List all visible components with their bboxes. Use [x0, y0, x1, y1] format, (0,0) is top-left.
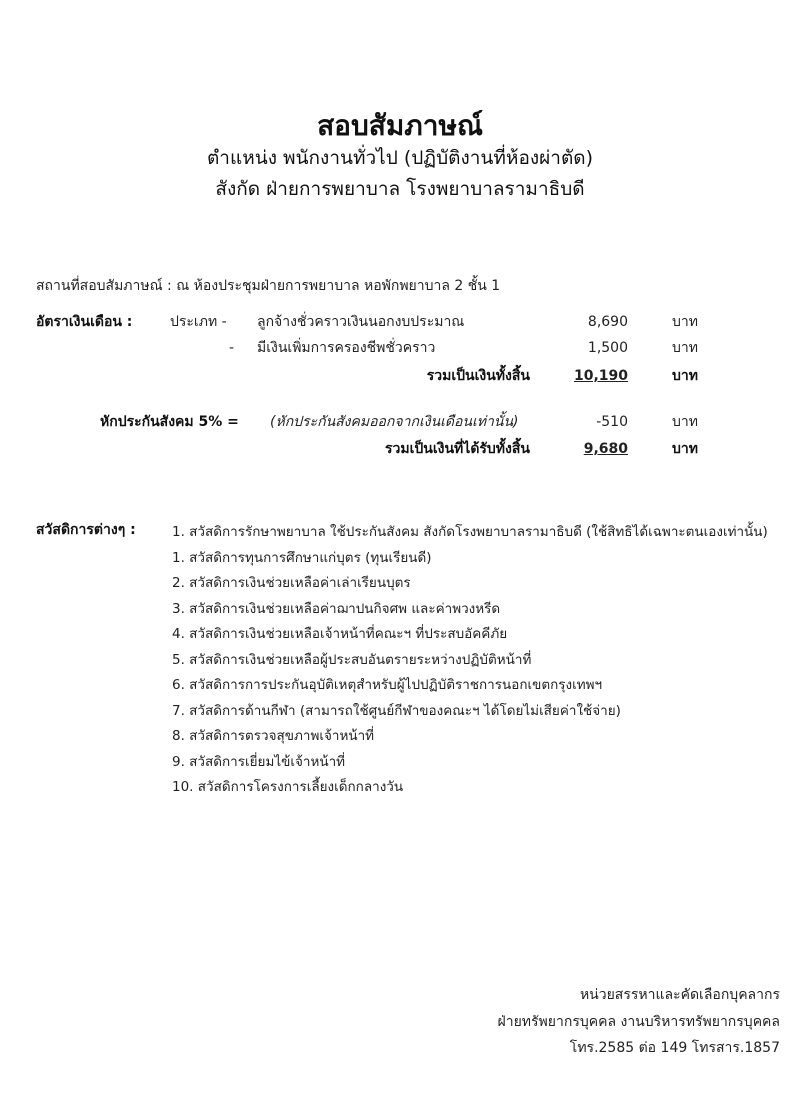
- net-amount: 9,680: [583, 441, 628, 457]
- footer-contact: โทร.2585 ต่อ 149 โทรสาร.1857: [569, 1040, 780, 1056]
- deduction-label: หักประกันสังคม 5% =: [100, 414, 239, 430]
- welfare-item: 9. สวัสดิการเยี่ยมไข้เจ้าหน้าที่: [172, 753, 346, 770]
- welfare-label: สวัสดิการต่างๆ :: [36, 522, 136, 538]
- welfare-item: 4. สวัสดิการเงินช่วยเหลือเจ้าหน้าที่คณะฯ ที่ประสบอัคคีภัย: [172, 626, 508, 642]
- page-title: สอบสัมภาษณ์: [317, 109, 483, 142]
- welfare-item: 7. สวัสดิการด้านกีฬา (สามารถใช้ศูนย์กีฬาของคณะฯ ได้โดยไม่เสียค่าใช้จ่าย): [172, 702, 621, 719]
- interview-location: สถานที่สอบสัมภาษณ์ : ณ ห้องประชุมฝ่ายการพยาบาล หอพักพยาบาล 2 ชั้น 1: [36, 278, 501, 294]
- welfare-item: 1. สวัสดิการรักษาพยาบาล ใช้ประกันสังคม สังกัดโรงพยาบาลรามาธิบดี (ใช้สิทธิได้เฉพาะตนเองเท่านั้น): [172, 524, 768, 540]
- welfare-item: 3. สวัสดิการเงินช่วยเหลือค่าฌาปนกิจศพ และค่าพวงหรีด: [172, 600, 501, 617]
- salary-row-desc: มีเงินเพิ่มการครองชีพชั่วคราว: [257, 340, 436, 356]
- welfare-item: 10. สวัสดิการโครงการเลี้ยงเด็กกลางวัน: [172, 779, 404, 795]
- welfare-item: 2. สวัสดิการเงินช่วยเหลือค่าเล่าเรียนบุตร: [172, 575, 411, 591]
- salary-label: อัตราเงินเดือน :: [36, 314, 133, 330]
- position-line: ตำแหน่ง พนักงานทั่วไป (ปฏิบัติงานที่ห้องผ่าตัด): [206, 147, 594, 169]
- welfare-item: 8. สวัสดิการตรวจสุขภาพเจ้าหน้าที่: [172, 728, 375, 744]
- deduction-unit: บาท: [672, 414, 698, 430]
- net-label: รวมเป็นเงินที่ได้รับทั้งสิ้น: [385, 441, 530, 457]
- deduction-note: (หักประกันสังคมออกจากเงินเดือนเท่านั้น): [270, 414, 519, 430]
- footer-unit: หน่วยสรรหาและคัดเลือกบุคลากร: [579, 987, 780, 1003]
- total-amount: 10,190: [573, 368, 628, 384]
- salary-type-label: ประเภท -: [170, 314, 227, 330]
- affiliation-line: สังกัด ฝ่ายการพยาบาล โรงพยาบาลรามาธิบดี: [215, 178, 585, 200]
- salary-row-amount: 8,690: [587, 314, 628, 330]
- salary-row-desc: ลูกจ้างชั่วคราวเงินนอกงบประมาณ: [257, 314, 465, 330]
- salary-dash: -: [229, 340, 235, 356]
- total-label: รวมเป็นเงินทั้งสิ้น: [426, 368, 530, 384]
- welfare-item: 5. สวัสดิการเงินช่วยเหลือผู้ประสบอันตรายระหว่างปฏิบัติหน้าที่: [172, 651, 532, 668]
- welfare-item: 6. สวัสดิการการประกันอุบัติเหตุสำหรับผู้ไปปฏิบัติราชการนอกเขตกรุงเทพฯ: [172, 677, 603, 693]
- welfare-item: 1. สวัสดิการทุนการศึกษาแก่บุตร (ทุนเรียนดี): [172, 549, 432, 566]
- salary-row-unit: บาท: [672, 340, 698, 356]
- total-unit: บาท: [672, 368, 698, 384]
- salary-row-amount: 1,500: [587, 340, 628, 356]
- salary-row-unit: บาท: [672, 314, 698, 330]
- deduction-amount: -510: [596, 414, 628, 430]
- welfare-list: [172, 520, 768, 801]
- net-unit: บาท: [672, 441, 698, 457]
- footer-department: ฝ่ายทรัพยากรบุคคล งานบริหารทรัพยากรบุคคล: [497, 1014, 780, 1030]
